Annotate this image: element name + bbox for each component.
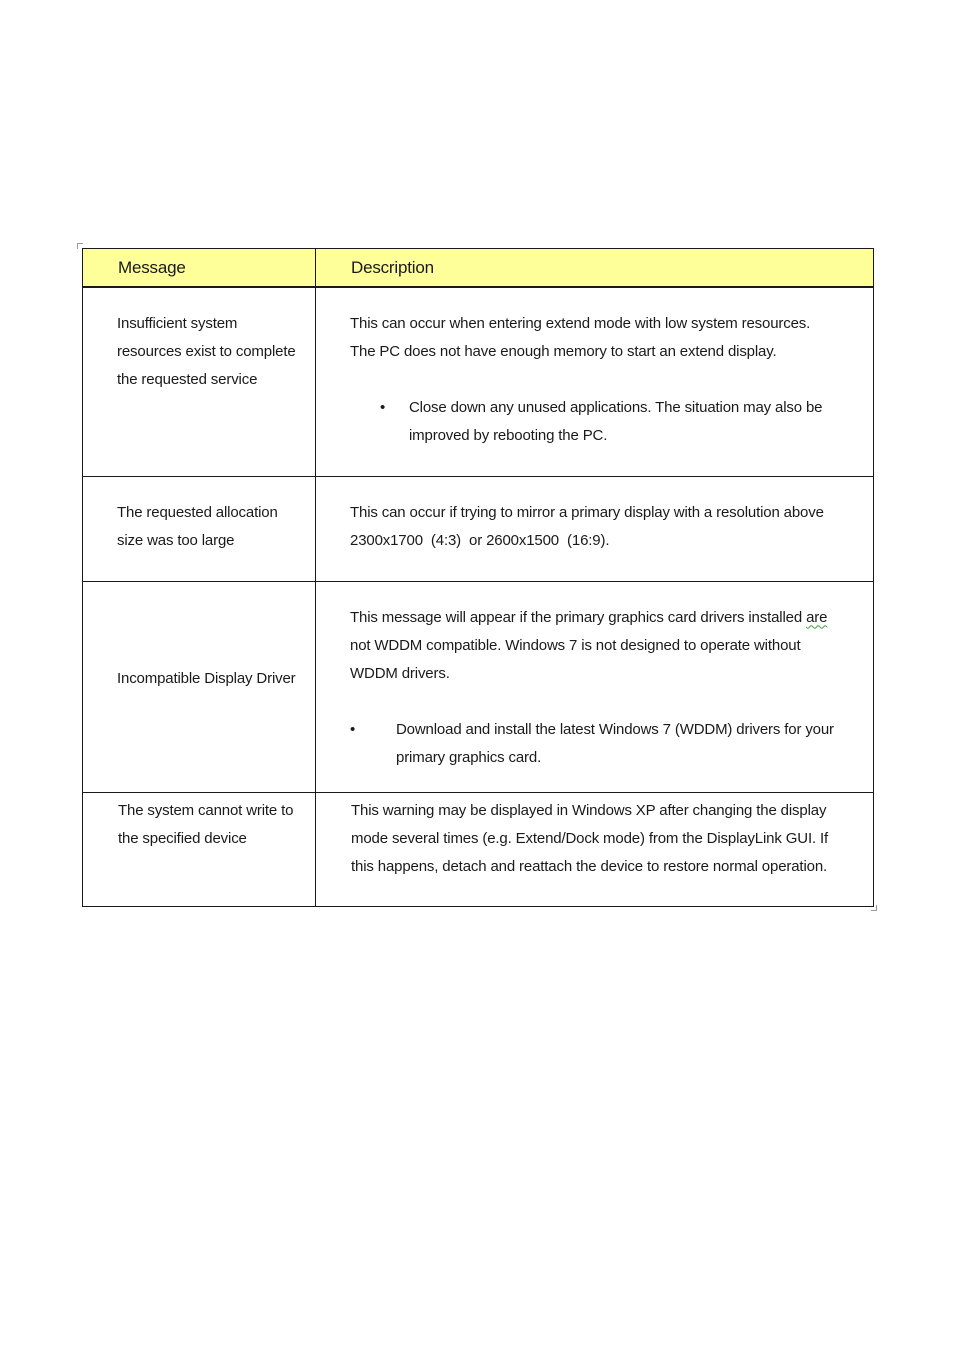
- description-line: this happens, detach and reattach the device to restore normal operation.: [351, 857, 828, 875]
- description-line-text: This message will appear if the primary graphics card drivers installed: [350, 608, 807, 626]
- message-line: The requested allocation: [117, 503, 278, 521]
- bullet-line: improved by rebooting the PC.: [409, 427, 608, 444]
- bullet-line: Close down any unused applications. The situation may also be: [409, 399, 823, 416]
- description-line: This warning may be displayed in Windows XP after changing the display: [351, 801, 827, 819]
- message-line: the requested service: [117, 371, 258, 388]
- description-cell: [316, 476, 874, 581]
- message-cell: [83, 581, 316, 792]
- description-line: This can occur when entering extend mode with low system resources.: [350, 315, 811, 332]
- message-cell: [83, 792, 316, 906]
- table-row: [83, 287, 874, 476]
- message-line: size was too large: [117, 531, 235, 549]
- table-row: [83, 792, 874, 906]
- table-row: [83, 476, 874, 581]
- bullet-item: [350, 394, 873, 450]
- message-cell: [83, 476, 316, 581]
- table-header-row: [83, 249, 874, 288]
- description-line: The PC does not have enough memory to start an extend display.: [350, 343, 777, 360]
- description-cell: [316, 581, 874, 792]
- description-line: not WDDM compatible. Windows 7 is not designed to operate without: [350, 636, 801, 654]
- description-cell: [316, 287, 874, 476]
- header-description: Description: [316, 249, 874, 288]
- bullet-item: [350, 716, 873, 772]
- description-line: [350, 604, 873, 632]
- bullet-icon: •: [380, 399, 386, 416]
- description-cell: [316, 792, 874, 906]
- description-line: WDDM drivers.: [350, 664, 450, 682]
- message-line: Incompatible Display Driver: [117, 669, 296, 687]
- message-line: the specified device: [118, 829, 247, 847]
- bullet-line: Download and install the latest Windows 7 (WDDM) drivers for your: [396, 720, 834, 738]
- description-line: mode several times (e.g. Extend/Dock mode) from the DisplayLink GUI. If: [351, 829, 829, 847]
- message-line: The system cannot write to: [118, 801, 294, 819]
- description-line: 2300x1700 (4:3) or 2600x1500 (16:9).: [350, 531, 610, 549]
- bullet-line: primary graphics card.: [396, 748, 542, 766]
- message-cell: [83, 287, 316, 476]
- bullet-icon: •: [350, 720, 356, 738]
- spellcheck-flagged-word: are: [806, 608, 828, 626]
- error-message-table: [82, 248, 874, 907]
- description-line: This can occur if trying to mirror a primary display with a resolution above: [350, 503, 824, 521]
- table-row: [83, 581, 874, 792]
- header-message: Message: [83, 249, 316, 288]
- message-line: Insufficient system: [117, 315, 238, 332]
- message-line: resources exist to complete: [117, 343, 296, 360]
